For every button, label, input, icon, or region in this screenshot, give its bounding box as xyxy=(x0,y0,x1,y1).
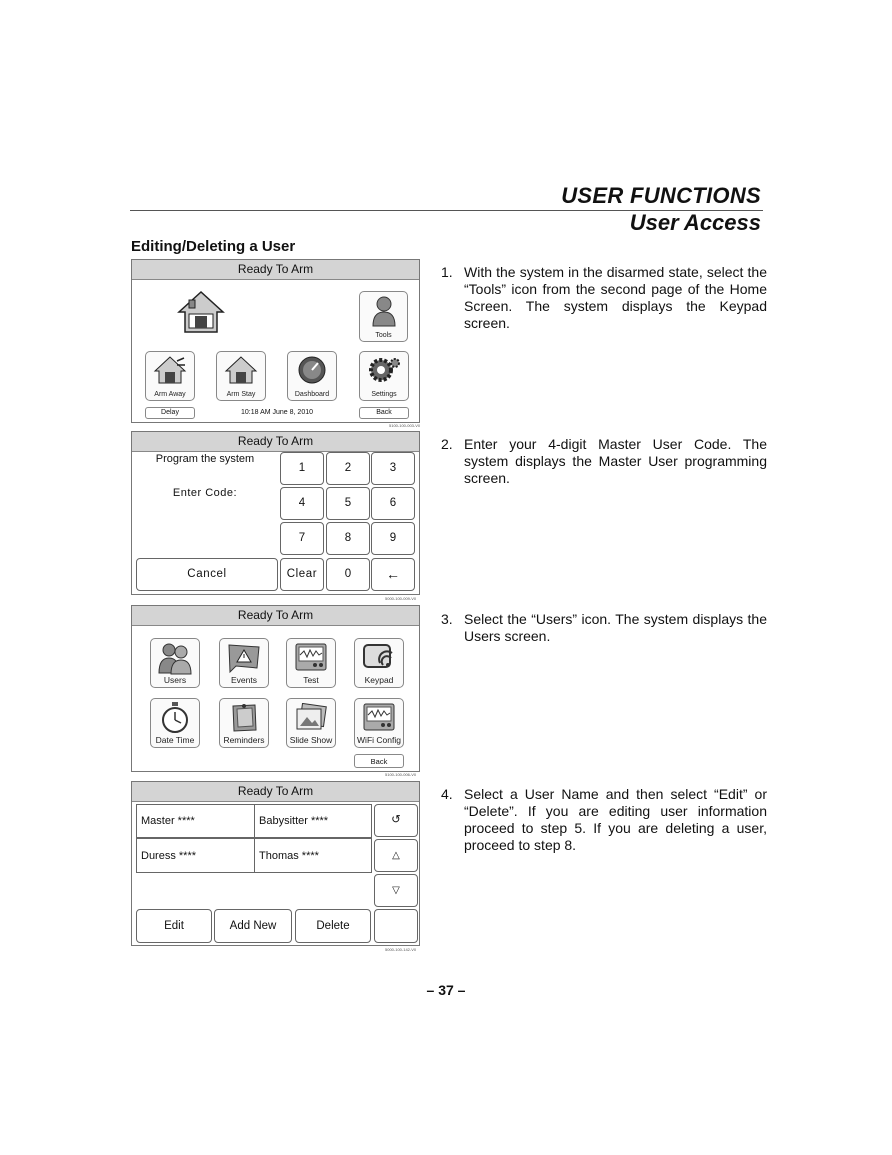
scroll-down-button[interactable] xyxy=(374,874,418,907)
home-screen xyxy=(131,259,420,423)
user-cell-babysitter-text: Babysitter **** xyxy=(259,815,329,827)
scroll-up-button[interactable] xyxy=(374,839,418,872)
dashboard-icon xyxy=(297,355,327,385)
house-stay-icon xyxy=(224,355,258,385)
key-2[interactable]: 2 xyxy=(326,452,370,485)
cancel-button[interactable]: Cancel xyxy=(136,558,278,591)
key-0[interactable]: 0 xyxy=(326,558,370,591)
gear-icon xyxy=(367,355,401,385)
user-cell-thomas-text: Thomas **** xyxy=(259,850,319,862)
settings-label: Settings xyxy=(371,391,397,398)
tools-screen-code: 5100-100-006-V0 xyxy=(385,772,417,777)
key-6[interactable]: 6 xyxy=(371,487,415,520)
arm-away-button[interactable] xyxy=(145,351,195,401)
keypad-label: Keypad xyxy=(364,675,394,685)
key-8[interactable]: 8 xyxy=(326,522,370,555)
key-1[interactable]: 1 xyxy=(280,452,324,485)
tools-screen xyxy=(131,605,420,772)
house-away-icon xyxy=(153,355,187,385)
dashboard-button[interactable] xyxy=(287,351,337,401)
wifi-keypad-icon xyxy=(362,643,396,671)
user-cell-babysitter[interactable] xyxy=(254,804,372,838)
key-5[interactable]: 5 xyxy=(326,487,370,520)
step-3-number: 3. xyxy=(441,611,453,627)
home-datetime: 10:18 AM June 8, 2010 xyxy=(241,409,313,416)
key-7[interactable]: 7 xyxy=(280,522,324,555)
wifi-config-label: WiFi Config xyxy=(357,735,401,745)
test-label: Test xyxy=(303,675,319,685)
tools-back-button[interactable]: Back xyxy=(354,754,404,768)
user-cell-duress[interactable] xyxy=(136,838,255,873)
users-label: Users xyxy=(163,675,187,685)
step-1-number: 1. xyxy=(441,264,453,280)
users-button[interactable] xyxy=(150,638,200,688)
tools-label: Tools xyxy=(375,332,392,339)
step-3-text: Select the “Users” icon. The system displays the Users screen. xyxy=(464,611,767,644)
keypad-button[interactable] xyxy=(354,638,404,688)
page-number: – 37 – xyxy=(426,982,466,998)
events-icon xyxy=(226,642,262,674)
step-1 xyxy=(441,264,767,332)
dashboard-label: Dashboard xyxy=(294,391,330,398)
key-3[interactable]: 3 xyxy=(371,452,415,485)
return-button[interactable] xyxy=(374,804,418,837)
backspace-button[interactable]: ← xyxy=(371,558,415,591)
program-text: Program the system xyxy=(155,453,255,465)
users-icon xyxy=(157,641,193,675)
users-screen xyxy=(131,781,420,946)
page-subtitle: User Access xyxy=(629,210,761,235)
step-2-number: 2. xyxy=(441,436,453,452)
date-time-label: Date Time xyxy=(155,735,195,745)
keypad-screen-header: Ready To Arm xyxy=(132,432,419,452)
page-title: USER FUNCTIONS xyxy=(561,183,761,208)
step-1-text: With the system in the disarmed state, select the “Tools” icon from the second page of the Home Screen. The system displays the Keypad screen. xyxy=(464,264,767,331)
delete-button[interactable]: Delete xyxy=(295,909,371,943)
down-arrow-icon: ▽ xyxy=(392,885,400,896)
wifi-config-icon xyxy=(363,703,395,731)
reminders-label: Reminders xyxy=(223,735,265,745)
enter-code-text: Enter Code: xyxy=(172,487,238,499)
slide-show-button[interactable] xyxy=(286,698,336,748)
tools-screen-header: Ready To Arm xyxy=(132,606,419,626)
keypad-screen-code: 5000-100-009-V0 xyxy=(385,596,417,601)
reminders-icon xyxy=(228,702,260,734)
step-3 xyxy=(441,611,767,645)
arm-stay-button[interactable] xyxy=(216,351,266,401)
keypad-screen xyxy=(131,431,420,595)
slide-show-label: Slide Show xyxy=(289,735,333,745)
settings-button[interactable] xyxy=(359,351,409,401)
delay-button[interactable]: Delay xyxy=(145,407,195,419)
stopwatch-icon xyxy=(160,701,190,735)
edit-button[interactable]: Edit xyxy=(136,909,212,943)
return-icon: ↺ xyxy=(391,814,401,826)
users-screen-code: 5000-100-142-V0 xyxy=(385,947,417,952)
events-button[interactable] xyxy=(219,638,269,688)
wifi-config-button[interactable] xyxy=(354,698,404,748)
events-label: Events xyxy=(231,675,257,685)
test-button[interactable] xyxy=(286,638,336,688)
test-icon xyxy=(295,643,327,671)
slide-show-icon xyxy=(295,703,327,733)
user-cell-master[interactable] xyxy=(136,804,255,838)
clear-button[interactable]: Clear xyxy=(280,558,324,591)
home-screen-header: Ready To Arm xyxy=(132,260,419,280)
step-4-number: 4. xyxy=(441,786,453,802)
user-cell-master-text: Master **** xyxy=(141,815,195,827)
step-4-text: Select a User Name and then select “Edit” or “Delete”. If you are editing user information proceed to step 5. If you are deleting a user, proceed to step 8. xyxy=(464,786,767,853)
section-heading: Editing/Deleting a User xyxy=(131,238,296,255)
key-4[interactable]: 4 xyxy=(280,487,324,520)
users-screen-header: Ready To Arm xyxy=(132,782,419,802)
date-time-button[interactable] xyxy=(150,698,200,748)
user-cell-thomas[interactable] xyxy=(254,838,372,873)
step-2-text: Enter your 4-digit Master User Code. The system displays the Master User programming screen. xyxy=(464,436,767,486)
tools-button[interactable] xyxy=(359,291,408,342)
user-cell-duress-text: Duress **** xyxy=(141,850,197,862)
step-4 xyxy=(441,786,767,854)
arm-away-label: Arm Away xyxy=(154,391,186,398)
person-icon xyxy=(370,295,398,327)
step-2 xyxy=(441,436,767,487)
blank-button[interactable] xyxy=(374,909,418,943)
home-back-button[interactable]: Back xyxy=(359,407,409,419)
home-screen-code: 5100-100-003-V0 xyxy=(389,423,421,428)
up-arrow-icon: △ xyxy=(392,850,400,861)
arm-stay-label: Arm Stay xyxy=(226,391,256,398)
key-9[interactable]: 9 xyxy=(371,522,415,555)
house-icon xyxy=(177,290,225,339)
reminders-button[interactable] xyxy=(219,698,269,748)
add-new-button[interactable]: Add New xyxy=(214,909,292,943)
